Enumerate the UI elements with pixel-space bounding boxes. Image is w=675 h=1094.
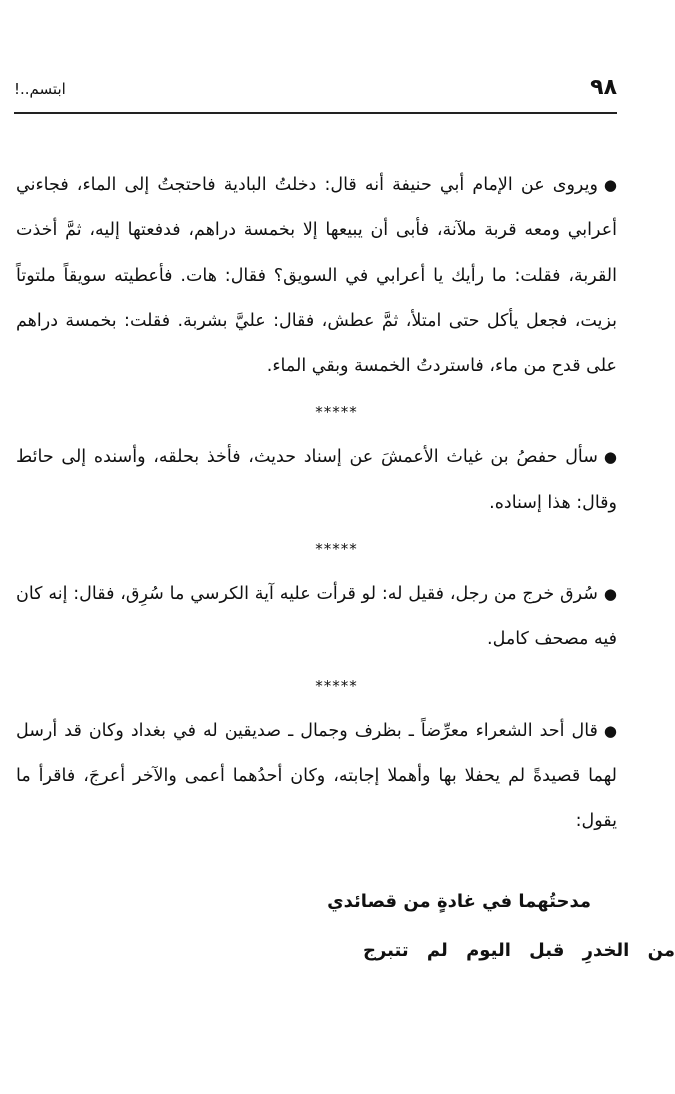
page-body <box>16 163 617 845</box>
section-separator: ***** <box>315 403 358 422</box>
bullet-icon: ● <box>603 585 617 604</box>
section-separator: ***** <box>315 676 358 695</box>
page-header <box>14 70 617 110</box>
verse-line-1: مدحتُهما في غادةٍ من قصائدي <box>327 891 591 912</box>
paragraph-text: قال أحد الشعراء معرِّضاً ـ بظرف وجمال ـ صديقين له في بغداد وكان قد أرسل لهما قصيدةً لم يحفلا بها وأهملا إجابته، وكان أحدُهما أعمى والآخر أعرجَ، فاقرأ ما يقول: <box>16 720 617 832</box>
header-rule <box>14 112 617 114</box>
anecdote-paragraph <box>16 435 617 526</box>
verse-line-2: من الخدرِ قبل اليوم لم تتبرج <box>363 940 675 961</box>
paragraph-text: سُرق خرج من رجل، فقيل له: لو قرأت عليه آية الكرسي ما سُرِق، فقال: إنه كان فيه مصحف كامل. <box>16 584 617 650</box>
section-separator: ***** <box>315 540 358 559</box>
paragraph-text: ويروى عن الإمام أبي حنيفة أنه قال: دخلتُ البادية فاحتجتُ إلى الماء، فجاءني أعرابي ومعه قربة ملآنة، فأبى أن يبيعها إلا بخمسة دراهم، فدفعتها إليه، ثمَّ أخذت القربة، فقلت: ما رأيك يا أعرابي في السويق؟ فقال: هات. فأعطيته سويقاً ملتوتاً بزيت، فجعل يأكل حتى امتلأ، ثمَّ عطش، فقال: عليَّ بشربة. فقلت: بخمسة دراهم على قدح من ماء، فاستردتُ الخمسة وبقي الماء. <box>16 175 617 377</box>
bullet-icon: ● <box>603 448 617 467</box>
anecdote-paragraph <box>16 572 617 663</box>
bullet-icon: ● <box>603 176 617 194</box>
anecdote-paragraph <box>16 163 617 389</box>
page-number: ٩٨ <box>590 75 617 100</box>
bullet-icon: ● <box>603 721 617 740</box>
running-title: ابتسم..! <box>14 80 66 98</box>
anecdote-paragraph <box>16 709 617 845</box>
paragraph-text: سأل حفصُ بن غياث الأعمشَ عن إسناد حديث، فأخذ بحلقه، وأسنده إلى حائط وقال: هذا إسناده. <box>16 447 617 513</box>
